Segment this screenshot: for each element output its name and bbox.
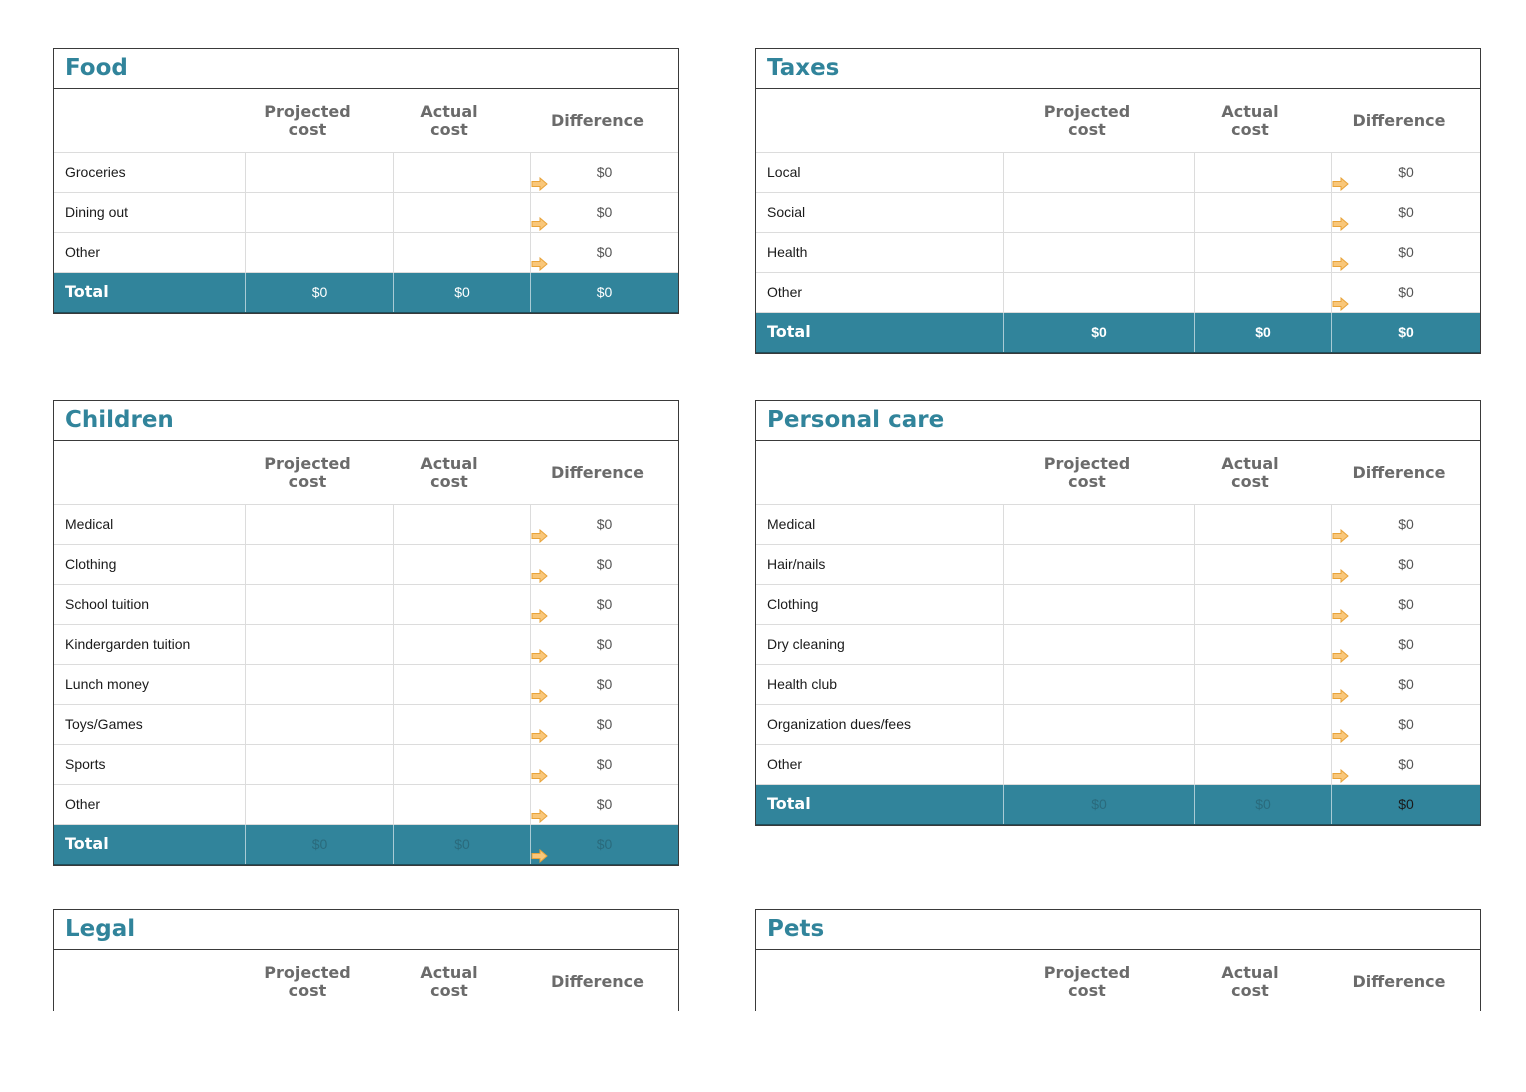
arrow-right-icon bbox=[531, 217, 548, 231]
total-difference: $0 bbox=[1398, 796, 1414, 812]
table-row bbox=[54, 665, 678, 705]
personal-care-total-row bbox=[756, 785, 1480, 825]
difference-cell bbox=[1332, 545, 1480, 584]
table-row bbox=[756, 665, 1480, 705]
actual-cost-header: Actual cost bbox=[1221, 963, 1279, 1000]
arrow-right-icon bbox=[1332, 729, 1349, 743]
table-row bbox=[756, 193, 1480, 233]
actual-cost-cell[interactable] bbox=[394, 545, 531, 584]
arrow-right-icon bbox=[531, 529, 548, 543]
table-row bbox=[756, 745, 1480, 785]
difference-value: $0 bbox=[1398, 716, 1414, 732]
projected-cost-header: Projected cost bbox=[1043, 453, 1131, 491]
arrow-right-icon bbox=[531, 177, 548, 191]
actual-cost-cell[interactable] bbox=[394, 705, 531, 744]
difference-cell bbox=[531, 153, 678, 192]
arrow-right-icon bbox=[531, 569, 548, 583]
difference-header: Difference bbox=[1352, 462, 1446, 482]
projected-cost-cell[interactable] bbox=[246, 153, 394, 192]
projected-cost-cell[interactable] bbox=[1004, 665, 1195, 704]
arrow-right-icon bbox=[1332, 529, 1349, 543]
projected-cost-cell[interactable] bbox=[1004, 545, 1195, 584]
difference-header: Difference bbox=[550, 972, 645, 991]
actual-cost-cell[interactable] bbox=[394, 665, 531, 704]
table-row bbox=[54, 233, 678, 273]
difference-cell bbox=[1332, 745, 1480, 784]
table-row bbox=[756, 505, 1480, 545]
arrow-right-icon bbox=[531, 649, 548, 663]
projected-cost-header: Projected cost bbox=[264, 101, 351, 139]
arrow-right-icon bbox=[1332, 649, 1349, 663]
table-row bbox=[54, 585, 678, 625]
taxes-title: Taxes bbox=[756, 49, 1480, 89]
total-label: Total bbox=[756, 785, 1004, 824]
row-label[interactable]: Dining out bbox=[54, 193, 246, 232]
row-label[interactable]: Hair/nails bbox=[756, 545, 1004, 584]
projected-cost-header: Projected cost bbox=[264, 963, 351, 1000]
row-label[interactable]: Clothing bbox=[756, 585, 1004, 624]
total-actual: $0 bbox=[394, 825, 531, 864]
difference-value: $0 bbox=[596, 596, 613, 612]
total-label: Total bbox=[756, 313, 1004, 352]
projected-cost-cell[interactable] bbox=[246, 745, 394, 784]
difference-value: $0 bbox=[596, 676, 613, 692]
projected-cost-cell[interactable] bbox=[246, 625, 394, 664]
arrow-right-icon bbox=[1332, 177, 1349, 191]
difference-value: $0 bbox=[596, 796, 613, 812]
arrow-right-icon bbox=[531, 257, 548, 271]
pets-table bbox=[755, 909, 1481, 1011]
actual-cost-cell[interactable] bbox=[1195, 273, 1332, 312]
row-label[interactable]: Other bbox=[54, 785, 246, 824]
food-header-row bbox=[54, 89, 678, 153]
personal-care-table bbox=[755, 400, 1481, 826]
legal-header-row bbox=[54, 950, 678, 1011]
total-actual: $0 bbox=[394, 273, 531, 312]
projected-cost-header: Projected cost bbox=[264, 453, 351, 491]
table-row bbox=[756, 273, 1480, 313]
actual-cost-header: Actual cost bbox=[420, 101, 478, 139]
taxes-rows bbox=[756, 153, 1480, 313]
children-title: Children bbox=[54, 401, 678, 441]
total-projected: $0 bbox=[1004, 313, 1195, 352]
difference-cell bbox=[1332, 665, 1480, 704]
row-label[interactable]: Health bbox=[756, 233, 1004, 272]
row-label[interactable]: Other bbox=[756, 273, 1004, 312]
food-total-row bbox=[54, 273, 678, 313]
table-row bbox=[756, 545, 1480, 585]
row-label[interactable]: Other bbox=[54, 233, 246, 272]
difference-cell bbox=[1332, 505, 1480, 544]
actual-cost-cell[interactable] bbox=[1195, 505, 1332, 544]
actual-cost-cell[interactable] bbox=[394, 505, 531, 544]
legal-title: Legal bbox=[54, 910, 678, 950]
table-row bbox=[54, 625, 678, 665]
arrow-right-icon bbox=[1332, 217, 1349, 231]
actual-cost-header: Actual cost bbox=[1221, 101, 1279, 139]
actual-cost-cell[interactable] bbox=[394, 233, 531, 272]
difference-cell bbox=[1332, 625, 1480, 664]
difference-cell bbox=[531, 233, 678, 272]
total-projected: $0 bbox=[246, 273, 394, 312]
difference-value: $0 bbox=[596, 756, 613, 772]
difference-value: $0 bbox=[596, 204, 613, 220]
projected-cost-cell[interactable] bbox=[1004, 705, 1195, 744]
actual-cost-cell[interactable] bbox=[1195, 193, 1332, 232]
food-rows bbox=[54, 153, 678, 273]
arrow-right-icon bbox=[531, 609, 548, 623]
personal-care-title: Personal care bbox=[756, 401, 1480, 441]
difference-value: $0 bbox=[1398, 596, 1414, 612]
table-row bbox=[54, 705, 678, 745]
projected-cost-cell[interactable] bbox=[1004, 153, 1195, 192]
actual-cost-header: Actual cost bbox=[1221, 453, 1279, 491]
row-label[interactable]: Social bbox=[756, 193, 1004, 232]
actual-cost-cell[interactable] bbox=[394, 745, 531, 784]
difference-cell bbox=[531, 625, 678, 664]
difference-cell bbox=[1332, 233, 1480, 272]
difference-header: Difference bbox=[550, 110, 645, 130]
difference-header: Difference bbox=[550, 462, 645, 482]
difference-value: $0 bbox=[1398, 164, 1414, 180]
total-label: Total bbox=[54, 273, 246, 312]
projected-cost-cell[interactable] bbox=[246, 585, 394, 624]
arrow-right-icon bbox=[1332, 297, 1349, 311]
difference-cell bbox=[531, 505, 678, 544]
actual-cost-cell[interactable] bbox=[394, 625, 531, 664]
difference-cell bbox=[1332, 153, 1480, 192]
row-label[interactable]: Groceries bbox=[54, 153, 246, 192]
total-difference-value: $0 bbox=[596, 836, 613, 852]
table-row bbox=[54, 545, 678, 585]
actual-cost-cell[interactable] bbox=[1195, 665, 1332, 704]
arrow-right-icon bbox=[531, 849, 548, 863]
actual-cost-header: Actual cost bbox=[420, 963, 478, 1000]
projected-cost-cell[interactable] bbox=[1004, 585, 1195, 624]
food-title: Food bbox=[54, 49, 678, 89]
legal-table bbox=[53, 909, 679, 1011]
children-rows bbox=[54, 505, 678, 825]
projected-cost-cell[interactable] bbox=[246, 505, 394, 544]
table-row bbox=[756, 705, 1480, 745]
difference-cell bbox=[531, 665, 678, 704]
difference-cell bbox=[531, 705, 678, 744]
total-difference: $0 bbox=[596, 284, 613, 300]
actual-cost-cell[interactable] bbox=[394, 585, 531, 624]
row-label[interactable]: Kindergarden tuition bbox=[54, 625, 246, 664]
row-label[interactable]: Other bbox=[756, 745, 1004, 784]
total-difference: $0 bbox=[1398, 324, 1414, 340]
table-row bbox=[54, 505, 678, 545]
actual-cost-cell[interactable] bbox=[1195, 585, 1332, 624]
table-row bbox=[756, 585, 1480, 625]
difference-cell bbox=[531, 745, 678, 784]
arrow-right-icon bbox=[531, 689, 548, 703]
arrow-right-icon bbox=[531, 769, 548, 783]
difference-value: $0 bbox=[596, 716, 613, 732]
pets-title: Pets bbox=[756, 910, 1480, 950]
actual-cost-header: Actual cost bbox=[420, 453, 478, 491]
row-label[interactable]: Dry cleaning bbox=[756, 625, 1004, 664]
actual-cost-cell[interactable] bbox=[394, 153, 531, 192]
arrow-right-icon bbox=[531, 729, 548, 743]
actual-cost-cell[interactable] bbox=[1195, 625, 1332, 664]
table-row bbox=[54, 745, 678, 785]
arrow-right-icon bbox=[1332, 569, 1349, 583]
difference-value: $0 bbox=[1398, 244, 1414, 260]
actual-cost-cell[interactable] bbox=[1195, 705, 1332, 744]
arrow-right-icon bbox=[1332, 257, 1349, 271]
projected-cost-cell[interactable] bbox=[1004, 505, 1195, 544]
difference-cell bbox=[1332, 273, 1480, 312]
total-projected: $0 bbox=[246, 825, 394, 864]
projected-cost-header: Projected cost bbox=[1043, 101, 1131, 139]
difference-value: $0 bbox=[1398, 756, 1414, 772]
table-row bbox=[756, 233, 1480, 273]
children-header-row bbox=[54, 441, 678, 505]
table-row bbox=[54, 153, 678, 193]
personal-care-header-row bbox=[756, 441, 1480, 505]
food-table bbox=[53, 48, 679, 314]
difference-value: $0 bbox=[1398, 284, 1414, 300]
table-row bbox=[756, 153, 1480, 193]
children-table bbox=[53, 400, 679, 866]
row-label[interactable]: Lunch money bbox=[54, 665, 246, 704]
row-label[interactable]: Clothing bbox=[54, 545, 246, 584]
projected-cost-cell[interactable] bbox=[1004, 745, 1195, 784]
actual-cost-cell[interactable] bbox=[1195, 153, 1332, 192]
difference-header: Difference bbox=[1352, 972, 1446, 991]
difference-value: $0 bbox=[596, 516, 613, 532]
arrow-right-icon bbox=[531, 809, 548, 823]
difference-cell bbox=[531, 193, 678, 232]
projected-cost-header: Projected cost bbox=[1043, 963, 1131, 1000]
projected-cost-cell[interactable] bbox=[246, 233, 394, 272]
actual-cost-cell[interactable] bbox=[1195, 745, 1332, 784]
difference-value: $0 bbox=[1398, 636, 1414, 652]
total-projected: $0 bbox=[1004, 785, 1195, 824]
total-actual: $0 bbox=[1195, 785, 1332, 824]
taxes-total-row bbox=[756, 313, 1480, 353]
difference-cell bbox=[1332, 193, 1480, 232]
difference-value: $0 bbox=[1398, 556, 1414, 572]
difference-value: $0 bbox=[596, 556, 613, 572]
difference-cell bbox=[1332, 705, 1480, 744]
difference-cell bbox=[531, 585, 678, 624]
total-difference bbox=[531, 825, 678, 864]
difference-value: $0 bbox=[596, 164, 613, 180]
projected-cost-cell[interactable] bbox=[246, 705, 394, 744]
table-row bbox=[54, 193, 678, 233]
row-label[interactable]: Toys/Games bbox=[54, 705, 246, 744]
taxes-table bbox=[755, 48, 1481, 354]
difference-value: $0 bbox=[1398, 516, 1414, 532]
row-label[interactable]: School tuition bbox=[54, 585, 246, 624]
projected-cost-cell[interactable] bbox=[1004, 193, 1195, 232]
actual-cost-cell[interactable] bbox=[1195, 545, 1332, 584]
arrow-right-icon bbox=[1332, 769, 1349, 783]
projected-cost-cell[interactable] bbox=[246, 785, 394, 824]
row-label[interactable]: Sports bbox=[54, 745, 246, 784]
row-label[interactable]: Medical bbox=[756, 505, 1004, 544]
children-total-row bbox=[54, 825, 678, 865]
actual-cost-cell[interactable] bbox=[394, 193, 531, 232]
taxes-header-row bbox=[756, 89, 1480, 153]
row-label[interactable]: Health club bbox=[756, 665, 1004, 704]
difference-value: $0 bbox=[1398, 676, 1414, 692]
difference-cell bbox=[1332, 585, 1480, 624]
total-actual: $0 bbox=[1195, 313, 1332, 352]
difference-value: $0 bbox=[596, 636, 613, 652]
arrow-right-icon bbox=[1332, 689, 1349, 703]
row-label[interactable]: Organization dues/fees bbox=[756, 705, 1004, 744]
projected-cost-cell[interactable] bbox=[246, 545, 394, 584]
projected-cost-cell[interactable] bbox=[1004, 625, 1195, 664]
difference-cell bbox=[531, 785, 678, 824]
arrow-right-icon bbox=[1332, 609, 1349, 623]
actual-cost-cell[interactable] bbox=[394, 785, 531, 824]
total-label: Total bbox=[54, 825, 246, 864]
difference-value: $0 bbox=[596, 244, 613, 260]
personal-care-rows bbox=[756, 505, 1480, 785]
actual-cost-cell[interactable] bbox=[1195, 233, 1332, 272]
projected-cost-cell[interactable] bbox=[1004, 233, 1195, 272]
difference-value: $0 bbox=[1398, 204, 1414, 220]
pets-header-row bbox=[756, 950, 1480, 1011]
table-row bbox=[756, 625, 1480, 665]
row-label[interactable]: Local bbox=[756, 153, 1004, 192]
projected-cost-cell[interactable] bbox=[246, 665, 394, 704]
row-label[interactable]: Medical bbox=[54, 505, 246, 544]
difference-header: Difference bbox=[1352, 110, 1446, 130]
projected-cost-cell[interactable] bbox=[1004, 273, 1195, 312]
difference-cell bbox=[531, 545, 678, 584]
table-row bbox=[54, 785, 678, 825]
projected-cost-cell[interactable] bbox=[246, 193, 394, 232]
